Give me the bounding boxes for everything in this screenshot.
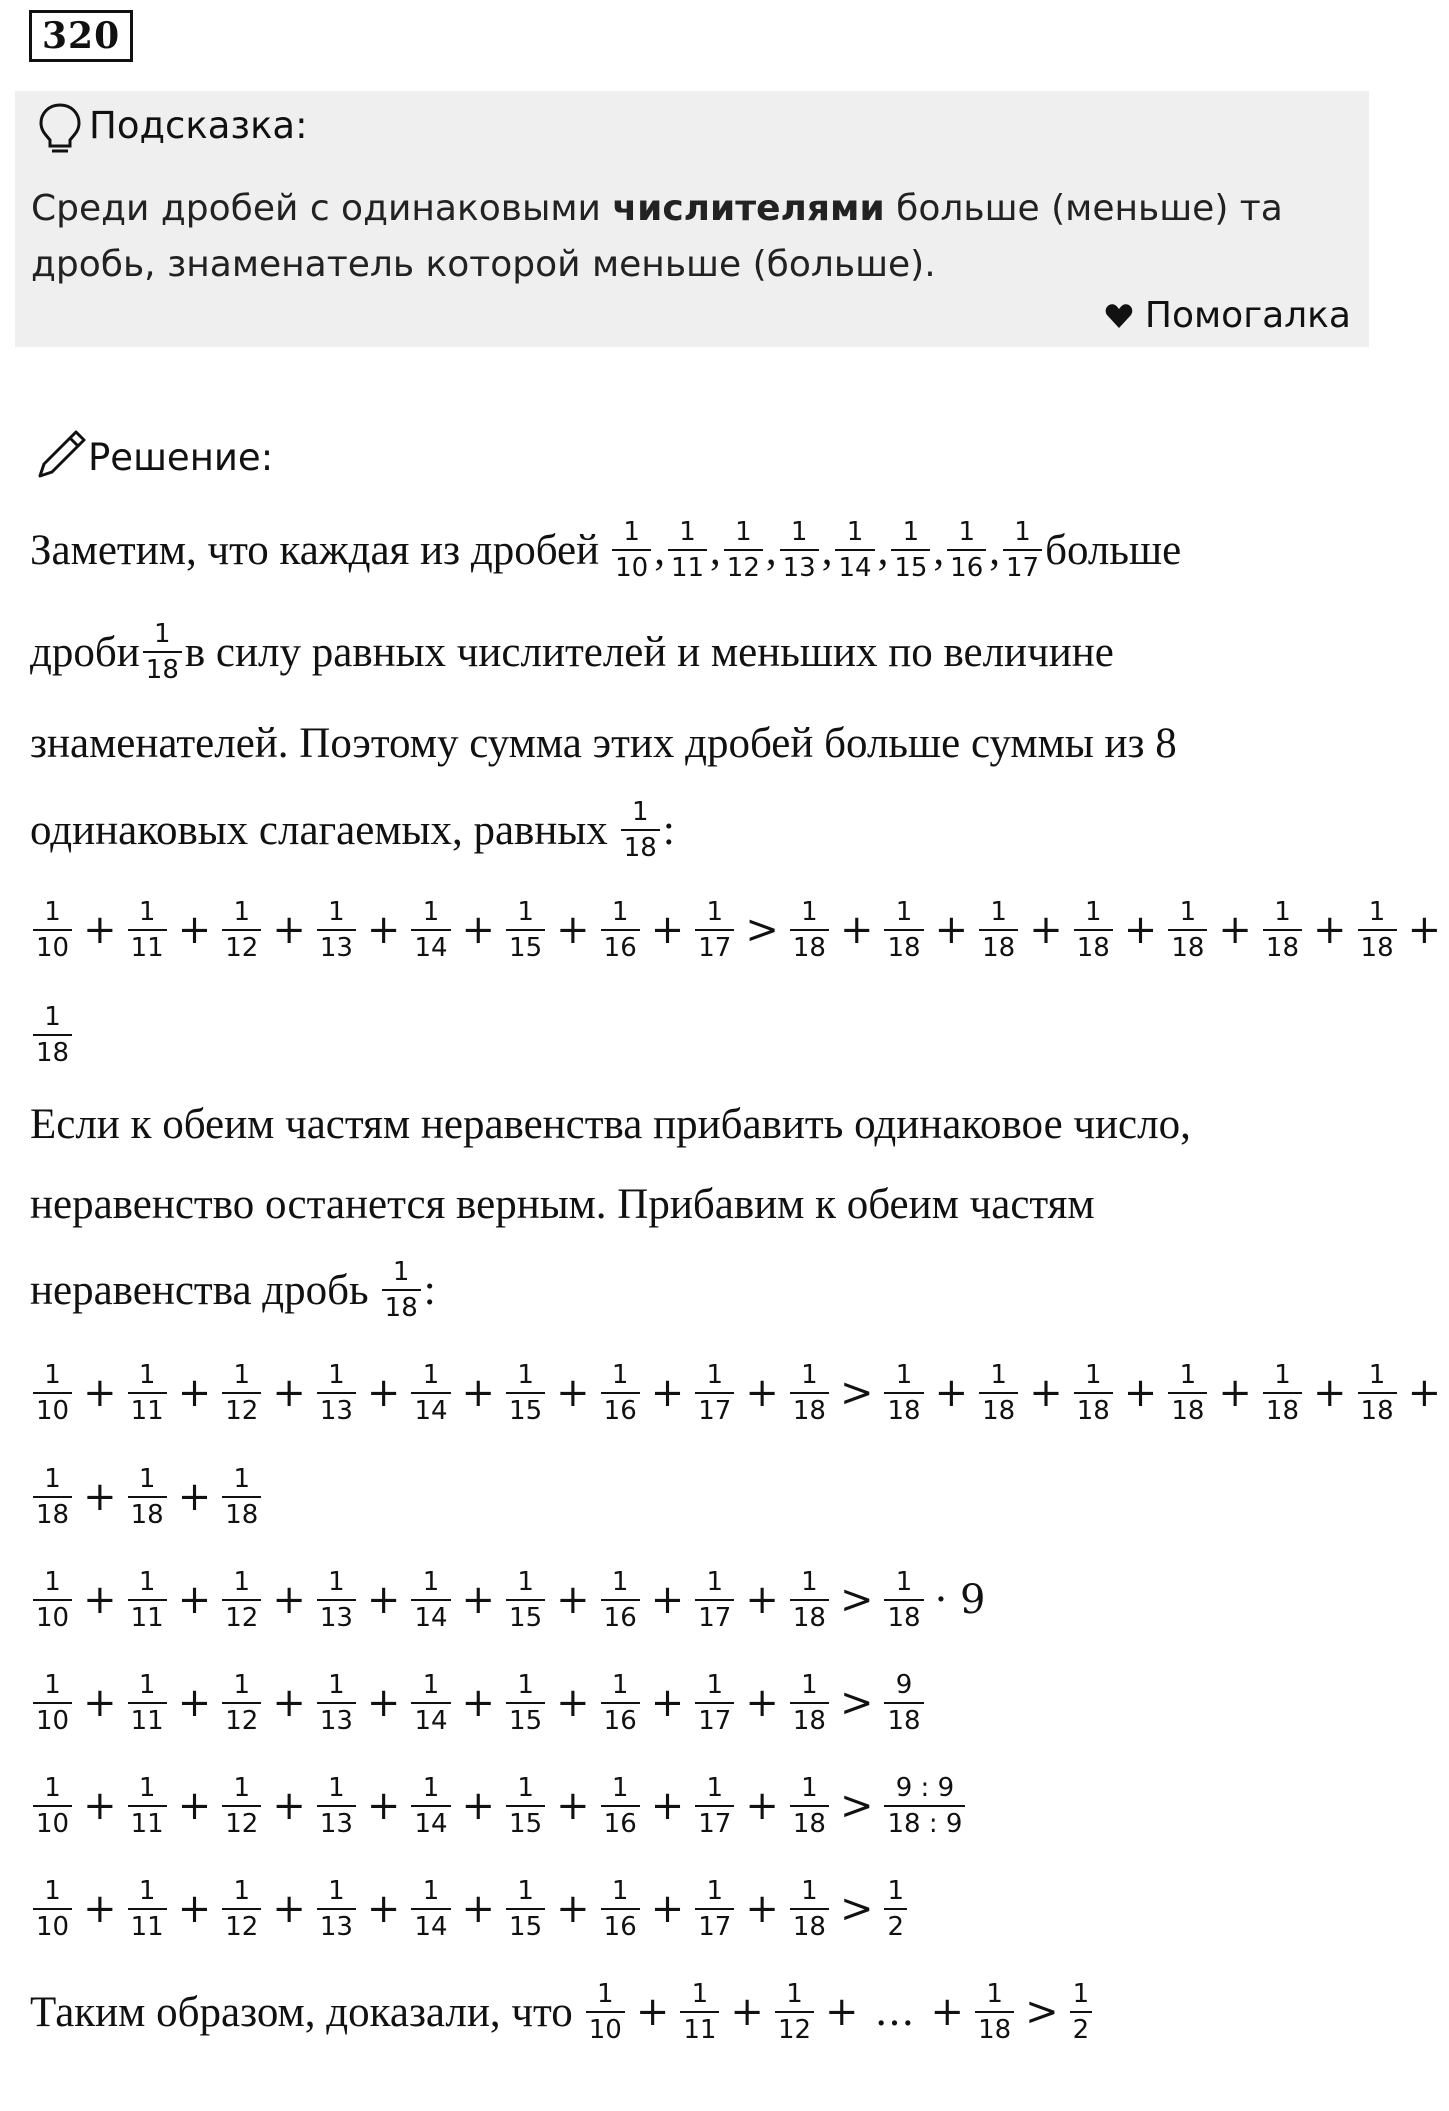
fraction: $\frac{1}{10}$ [33,895,72,965]
fraction: $\frac{1}{11}$ [128,1874,167,1944]
fraction: $\frac{1}{13}$ [317,1358,356,1428]
plus-sign: + [650,1783,685,1829]
plus-sign: + [366,1577,401,1623]
solution-line-5: Если к обеим частям неравенства прибавить одинаковое число, [30,1101,1191,1148]
plus-sign: + [177,1474,212,1520]
fraction: $\frac{9}{18}$ [884,1668,923,1738]
fraction: $\frac{1}{12}$ [222,1874,261,1944]
plus-sign: + [461,1783,496,1829]
plus-sign: + [556,1680,590,1726]
solution-line-6: неравенство останется верным. Прибавим к обеим частям [30,1181,1095,1228]
fraction: $\frac{1}{18}$ [790,1565,829,1635]
fraction: $\frac{1}{12}$ [222,1358,261,1428]
hint-footer[interactable] [1105,291,1351,341]
fraction: $\frac{1}{16}$ [601,1771,640,1841]
greater-sign: > [839,1577,874,1623]
fraction: $\frac{1}{17}$ [695,1358,734,1428]
fraction: $\frac{1}{13}$ [780,515,819,585]
inequality-2 [30,1358,1449,1428]
times-nine: · 9 [934,1577,986,1623]
plus-sign: + [556,1370,590,1416]
inequality-2-cont [30,1462,264,1532]
inequality-5 [30,1771,968,1841]
fraction: $\frac{1}{12}$ [222,1565,261,1635]
plus-sign: + [650,1680,685,1726]
plus-sign: + [934,1370,969,1416]
fraction: $\frac{1}{15}$ [506,1668,545,1738]
fraction: $\frac{1}{18}$ [790,1771,829,1841]
fraction: $\frac{1}{18}$ [790,895,829,965]
solution-line-1: Заметим, что каждая из дробей $\frac{1}{10}$ , $\frac{1}{11}$ , $\frac{1}{12}$ , $\frac{1}{13}$ , $\frac{1}{14}$ , $\frac{1}{15}$ , $\frac{1}{16}$ , $\frac{1}{17}$ больше [30,517,1182,583]
fraction: $\frac{9 : 9}{18 : 9}$ [884,1771,965,1841]
plus-sign: + [1029,907,1063,953]
fraction: $\frac{1}{18}$ [975,1977,1014,2047]
plus-sign: + [556,1783,590,1829]
fraction: $\frac{1}{18}$ [1263,895,1302,965]
plus-sign: + [83,1577,117,1623]
fraction: $\frac{1}{17}$ [1003,515,1042,585]
plus-sign: + [272,907,306,953]
fraction: $\frac{1}{18}$ [1358,1358,1397,1428]
fraction: $\frac{1}{16}$ [601,1874,640,1944]
plus-sign: + [272,1886,306,1932]
fraction: $\frac{1}{11}$ [128,1565,167,1635]
plus-sign: + [272,1680,306,1726]
hint-title: Подсказка: [89,104,308,147]
solution-title: Решение: [88,436,274,479]
fraction: $\frac{1}{17}$ [695,1771,734,1841]
plus-sign: + [1407,907,1442,953]
fraction: $\frac{1}{14}$ [411,1668,450,1738]
fraction: $\frac{1}{18}$ [979,1358,1018,1428]
fraction: $\frac{1}{11}$ [128,1358,167,1428]
fraction: $\frac{1}{18}$ [382,1255,421,1325]
fraction: $\frac{1}{17}$ [695,895,734,965]
fraction: $\frac{1}{18}$ [790,1668,829,1738]
fraction: $\frac{1}{12}$ [222,1771,261,1841]
inequality-1 [30,895,1449,965]
fraction: $\frac{1}{11}$ [668,515,707,585]
greater-sign: > [839,1680,874,1726]
fraction: $\frac{1}{18}$ [1263,1358,1302,1428]
plus-sign: + [366,1680,401,1726]
fraction: $\frac{1}{15}$ [506,1874,545,1944]
fraction: $\frac{1}{18}$ [1168,895,1207,965]
plus-sign: + [556,907,590,953]
plus-sign: + [177,1577,212,1623]
hint-text: Среди дробей с одинаковыми числителями больше (меньше) та дробь, знаменатель которой меньше (больше). [31,188,1283,285]
plus-sign: + [839,907,874,953]
problem-number: 320 [29,10,133,62]
fraction: $\frac{1}{10}$ [33,1771,72,1841]
fraction: $\frac{1}{13}$ [317,1874,356,1944]
plus-sign: + [1123,907,1158,953]
plus-sign: + [366,907,401,953]
fraction: $\frac{1}{18}$ [33,1000,72,1070]
fraction: $\frac{1}{15}$ [506,895,545,965]
fraction: $\frac{1}{18}$ [884,1565,923,1635]
plus-sign: + [1123,1370,1158,1416]
plus-sign: + [177,1370,212,1416]
plus-sign: + [366,1783,401,1829]
conclusion-line: Таким образом, доказали, что $\frac{1}{10}$ + $\frac{1}{11}$ + $\frac{1}{12}$ + … + $\frac{1}{18}$ > $\frac{1}{2}$ [30,1977,1095,2047]
plus-sign: + [177,1680,212,1726]
plus-sign: + [461,1886,496,1932]
fraction: $\frac{1}{17}$ [695,1668,734,1738]
plus-sign: + [366,1886,401,1932]
fraction: $\frac{1}{15}$ [891,515,930,585]
heart-icon [1105,303,1133,329]
fraction: $\frac{1}{18}$ [1358,895,1397,965]
plus-sign: + [1313,1370,1347,1416]
plus-sign: + [461,1370,496,1416]
fraction: $\frac{1}{2}$ [884,1874,907,1944]
plus-sign: + [83,907,117,953]
fraction: $\frac{1}{10}$ [612,515,651,585]
plus-sign: + [177,1783,212,1829]
plus-sign: + [1218,1370,1252,1416]
plus-sign: + [650,1577,685,1623]
fraction: $\frac{1}{16}$ [947,515,986,585]
fraction: $\frac{1}{16}$ [601,1565,640,1635]
fraction: $\frac{1}{17}$ [695,1565,734,1635]
fraction: $\frac{1}{10}$ [33,1668,72,1738]
greater-sign: > [745,907,779,953]
fraction: $\frac{1}{13}$ [317,1565,356,1635]
plus-sign: + [272,1370,306,1416]
fraction: $\frac{1}{14}$ [835,515,874,585]
fraction: $\frac{1}{16}$ [601,1358,640,1428]
fraction: $\frac{1}{14}$ [411,895,450,965]
fraction: $\frac{1}{15}$ [506,1358,545,1428]
fraction: $\frac{1}{18}$ [1074,895,1113,965]
fraction: $\frac{1}{13}$ [317,1771,356,1841]
plus-sign: + [745,1783,779,1829]
fraction: $\frac{1}{18}$ [790,1358,829,1428]
fraction: $\frac{1}{18}$ [884,1358,923,1428]
fraction: $\frac{1}{14}$ [411,1874,450,1944]
plus-sign: + [461,1577,496,1623]
fraction: $\frac{1}{18}$ [884,895,923,965]
plus-sign: + [650,1370,685,1416]
fraction: $\frac{1}{18}$ [790,1874,829,1944]
plus-sign: + [83,1680,117,1726]
fraction: $\frac{1}{11}$ [128,1668,167,1738]
plus-sign: + [177,1886,212,1932]
solution-line-2: дроби $\frac{1}{18}$ в силу равных числителей и меньших по величине [30,619,1114,685]
fraction: $\frac{1}{12}$ [222,1668,261,1738]
plus-sign: + [272,1577,306,1623]
greater-sign: > [839,1783,874,1829]
fraction: $\frac{1}{14}$ [411,1771,450,1841]
plus-sign: + [745,1370,779,1416]
fraction: $\frac{1}{13}$ [317,1668,356,1738]
fraction: $\frac{1}{16}$ [601,895,640,965]
plus-sign: + [177,907,212,953]
inequality-6 [30,1874,910,1944]
solution-line-3: знаменателей. Поэтому сумма этих дробей больше суммы из 8 [30,720,1177,767]
plus-sign: + [83,1370,117,1416]
fraction: $\frac{1}{18}$ [1074,1358,1113,1428]
fraction: $\frac{1}{10}$ [586,1977,625,2047]
plus-sign: + [556,1577,590,1623]
fraction: $\frac{1}{14}$ [411,1565,450,1635]
greater-sign: > [839,1886,874,1932]
plus-sign: + [461,1680,496,1726]
plus-sign: + [461,907,496,953]
pencil-icon [32,426,90,484]
hint-footer-label: Помогалка [1144,295,1351,336]
fraction: $\frac{1}{11}$ [128,895,167,965]
fraction: $\frac{1}{18}$ [33,1462,72,1532]
plus-sign: + [556,1886,590,1932]
plus-sign: + [745,1680,779,1726]
inequality-1-cont [30,1000,75,1070]
fraction: $\frac{1}{17}$ [695,1874,734,1944]
fraction: $\frac{1}{15}$ [506,1771,545,1841]
hint-box [15,91,1369,347]
fraction: $\frac{1}{13}$ [317,895,356,965]
lightbulb-icon [35,101,85,157]
fraction: $\frac{1}{14}$ [411,1358,450,1428]
plus-sign: + [1029,1370,1063,1416]
fraction: $\frac{1}{10}$ [33,1565,72,1635]
fraction: $\frac{1}{15}$ [506,1565,545,1635]
fraction: $\frac{1}{11}$ [680,1977,719,2047]
plus-sign: + [366,1370,401,1416]
solution-line-7: неравенства дробь $\frac{1}{18}$ : [30,1257,436,1323]
fraction: $\frac{1}{11}$ [128,1771,167,1841]
greater-sign: > [839,1370,874,1416]
solution-line-4: одинаковых слагаемых, равных $\frac{1}{18}$ : [30,797,675,863]
fraction: $\frac{1}{12}$ [222,895,261,965]
inequality-3 [30,1565,993,1635]
fraction: $\frac{1}{10}$ [33,1874,72,1944]
plus-sign: + [83,1783,117,1829]
fraction: $\frac{1}{18}$ [1168,1358,1207,1428]
fraction: $\frac{1}{18}$ [979,895,1018,965]
plus-sign: + [745,1577,779,1623]
fraction: $\frac{1}{18}$ [222,1462,261,1532]
plus-sign: + [650,907,685,953]
fraction: $\frac{1}{12}$ [775,1977,814,2047]
fraction: $\frac{1}{12}$ [724,515,763,585]
plus-sign: + [1218,907,1252,953]
plus-sign: + [934,907,969,953]
fraction: $\frac{1}{2}$ [1070,1977,1093,2047]
plus-sign: + [272,1783,306,1829]
inequality-4 [30,1668,927,1738]
fraction: $\frac{1}{16}$ [601,1668,640,1738]
plus-sign: + [1407,1370,1442,1416]
plus-sign: + [650,1886,685,1932]
fraction: $\frac{1}{18}$ [128,1462,167,1532]
fraction: $\frac{1}{18}$ [143,617,182,687]
fraction: $\frac{1}{18}$ [621,795,660,865]
plus-sign: + [83,1474,117,1520]
plus-sign: + [83,1886,117,1932]
plus-sign: + [745,1886,779,1932]
plus-sign: + [1313,907,1347,953]
fraction: $\frac{1}{10}$ [33,1358,72,1428]
